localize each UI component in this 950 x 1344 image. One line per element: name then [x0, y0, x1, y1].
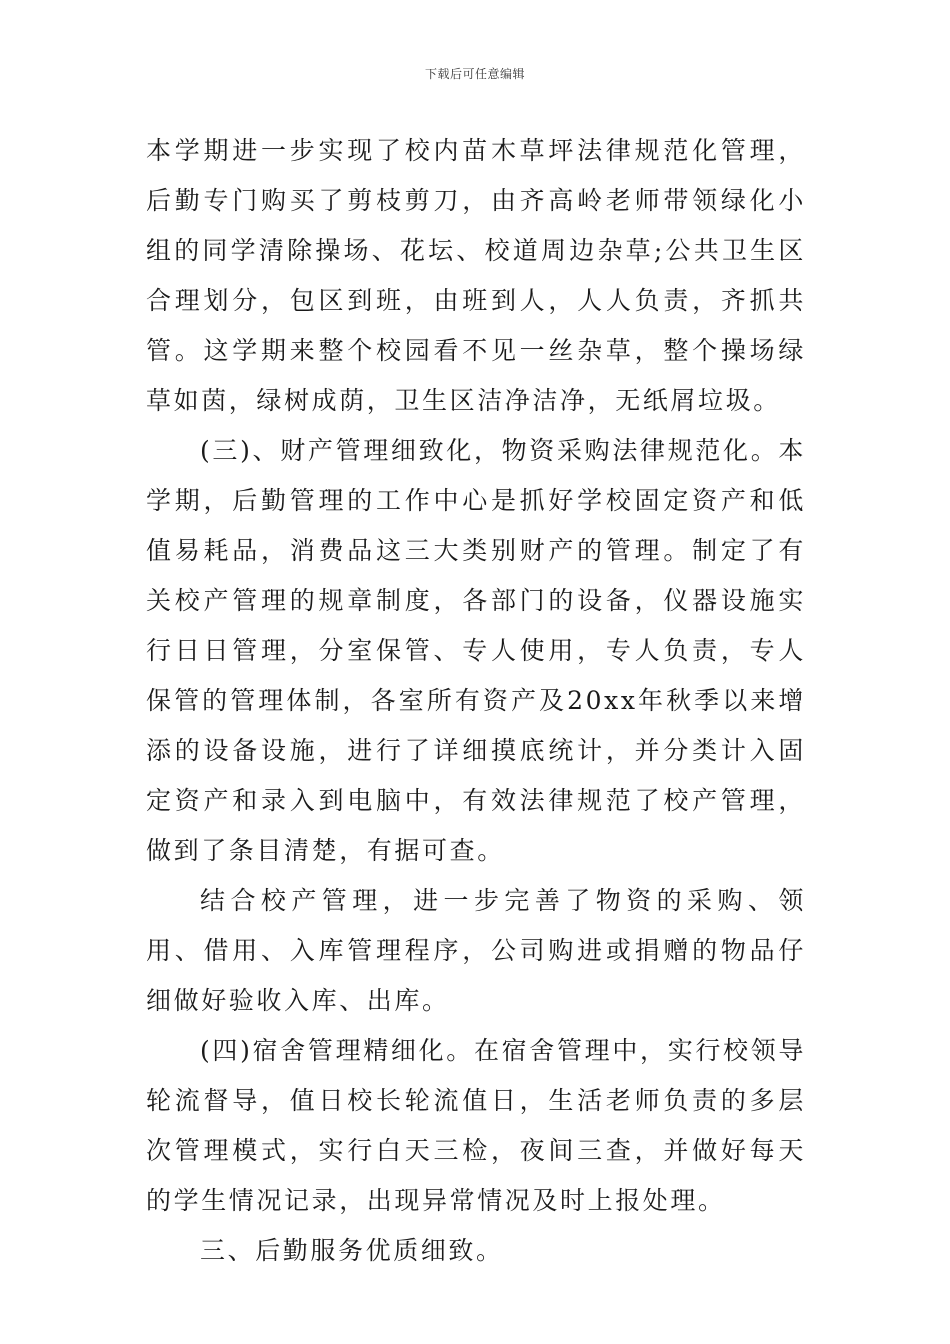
paragraph-property-management: (三)、财产管理细致化，物资采购法律规范化。本学期，后勤管理的工作中心是抓好学校固定资产和低值易耗品，消费品这三大类别财产的管理。制定了有关校产管理的规章制度，各部门的设备，仪器设施实行日日管理，分室保管、专人使用，专人负责，专人保管的管理体制，各室所有资产及20xx年秋季以来增添的设备设施，进行了详细摸底统计，并分类计入固定资产和录入到电脑中，有效法律规范了校产管理，做到了条目清楚，有据可查。 — [146, 436, 806, 865]
paragraph-landscaping: 本学期进一步实现了校内苗木草坪法律规范化管理，后勤专门购买了剪枝剪刀，由齐高岭老师带领绿化小组的同学清除操场、花坛、校道周边杂草;公共卫生区合理划分，包区到班，由班到人，人人负责，齐抓共管。这学期来整个校园看不见一丝杂草，整个操场绿草如茵，绿树成荫，卫生区洁净洁净，无纸屑垃圾。 — [146, 136, 806, 415]
section-heading-logistics-service: 三、后勤服务优质细致。 — [200, 1236, 504, 1265]
document-body — [146, 126, 806, 1276]
paragraph-dormitory-management: (四)宿舍管理精细化。在宿舍管理中，实行校领导轮流督导，值日校长轮流值日，生活老师负责的多层次管理模式，实行白天三检，夜间三查，并做好每天的学生情况记录，出现异常情况及时上报处理。 — [146, 1036, 806, 1215]
paragraph-procurement: 结合校产管理，进一步完善了物资的采购、领用、借用、入库管理程序，公司购进或捐赠的物品仔细做好验收入库、出库。 — [146, 886, 806, 1015]
page-header: 下载后可任意编辑 — [424, 67, 525, 81]
